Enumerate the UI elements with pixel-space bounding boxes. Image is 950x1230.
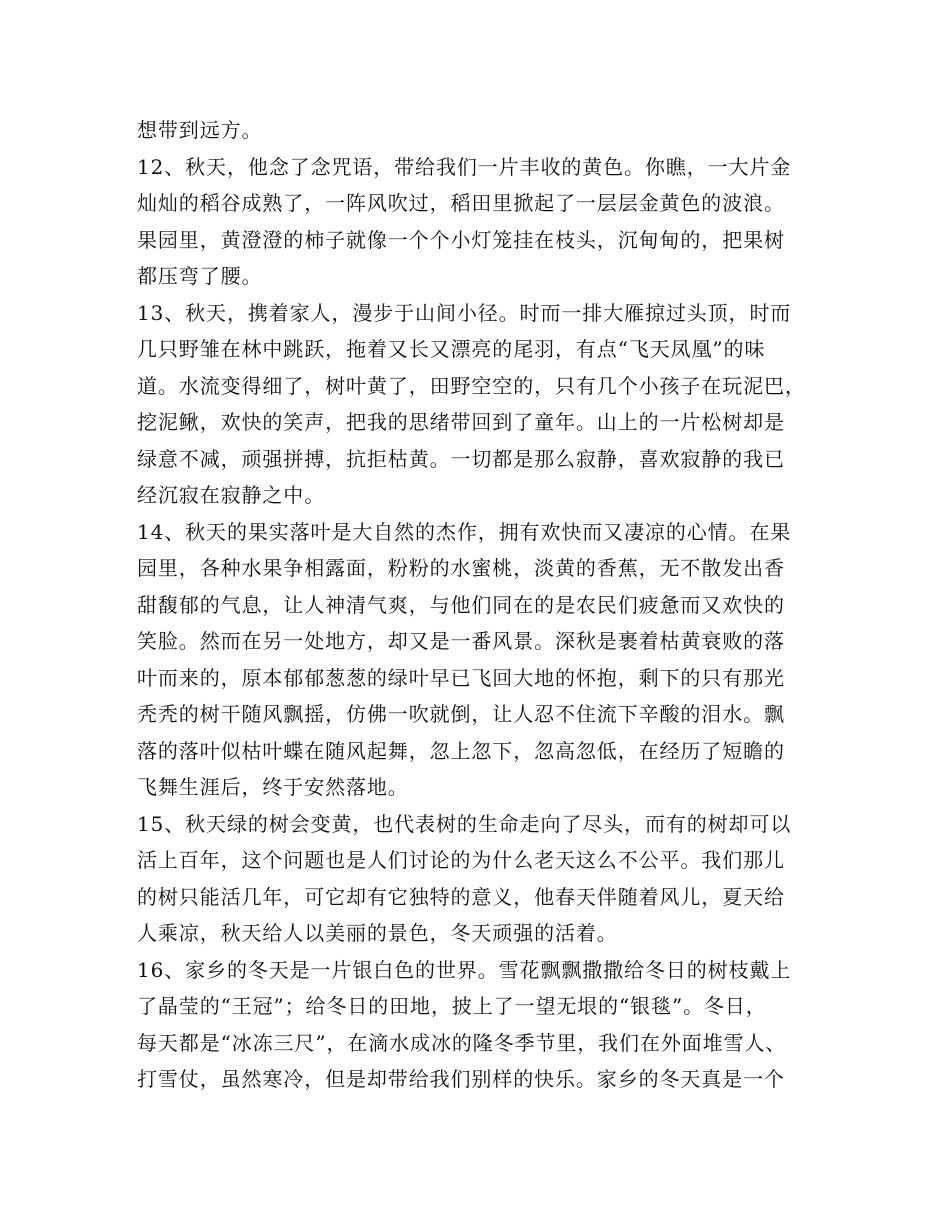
text-line: 落的落叶似枯叶蝶在随风起舞，忽上忽下，忽高忽低，在经历了短瞻的 xyxy=(137,738,785,763)
text-line: 每天都是“冰冻三尺”，在滴水成冰的隆冬季节里，我们在外面堆雪人、 xyxy=(137,1030,787,1055)
text-line: 飞舞生涯后，终于安然落地。 xyxy=(137,775,409,799)
text-line: 经沉寂在寂静之中。 xyxy=(137,483,326,507)
text-line: 几只野雏在林中跳跃，拖着又长又漂亮的尾羽，有点“飞天凤凰”的味 xyxy=(137,337,766,361)
text-line: 了晶莹的“王冠”；给冬日的田地，披上了一望无垠的“银毯”。冬日， xyxy=(137,994,767,1018)
text-line: 都压弯了腰。 xyxy=(137,264,263,288)
text-line: 果园里，黄澄澄的柿子就像一个个小灯笼挂在枝头，沉甸甸的，把果树 xyxy=(137,227,785,252)
text-line: 人乘凉，秋天给人以美丽的景色，冬天顽强的活着。 xyxy=(137,921,618,945)
text-line: 灿灿的稻谷成熟了，一阵风吹过，稻田里掀起了一层层金黄色的波浪。 xyxy=(137,191,785,215)
text-line: 12、秋天，他念了念咒语，带给我们一片丰收的黄色。你瞧，一大片金 xyxy=(137,154,792,179)
document-body xyxy=(137,112,827,1098)
text-line: 16、家乡的冬天是一片银白色的世界。雪花飘飘撒撒给冬日的树枝戴上 xyxy=(137,957,792,982)
text-line: 活上百年，这个问题也是人们讨论的为什么老天这么不公平。我们那儿 xyxy=(137,848,785,872)
text-line: 的树只能活几年，可它却有它独特的意义，他春天伴随着风儿，夏天给 xyxy=(137,884,785,909)
text-line: 13、秋天，携着家人，漫步于山间小径。时而一排大雁掠过头顶，时而 xyxy=(137,300,792,325)
text-line: 挖泥鳅，欢快的笑声，把我的思绪带回到了童年。山上的一片松树却是 xyxy=(137,410,785,434)
text-line: 打雪仗，虽然寒冷，但是却带给我们别样的快乐。家乡的冬天真是一个 xyxy=(137,1067,785,1091)
text-line: 甜馥郁的气息，让人神清气爽，与他们同在的是农民们疲惫而又欢快的 xyxy=(137,592,785,617)
text-line: 园里，各种水果争相露面，粉粉的水蜜桃，淡黄的香蕉，无不散发出香 xyxy=(137,556,785,580)
text-line: 想带到远方。 xyxy=(137,118,263,142)
text-line: 14、秋天的果实落叶是大自然的杰作，拥有欢快而又凄凉的心情。在果 xyxy=(137,519,792,544)
text-line: 叶而来的，原本郁郁葱葱的绿叶早已飞回大地的怀抱，剩下的只有那光 xyxy=(137,665,785,690)
text-line: 笑脸。然而在另一处地方，却又是一番风景。深秋是裹着枯黄衰败的落 xyxy=(137,629,785,653)
text-line: 秃秃的树干随风飘摇，仿佛一吹就倒，让人忍不住流下辛酸的泪水。飘 xyxy=(137,702,785,726)
text-line: 绿意不减，顽强拼搏，抗拒枯黄。一切都是那么寂静，喜欢寂静的我已 xyxy=(137,446,785,471)
text-line: 15、秋天绿的树会变黄，也代表树的生命走向了尽头，而有的树却可以 xyxy=(137,811,792,836)
text-line: 道。水流变得细了，树叶黄了，田野空空的，只有几个小孩子在玩泥巴， xyxy=(137,373,806,398)
